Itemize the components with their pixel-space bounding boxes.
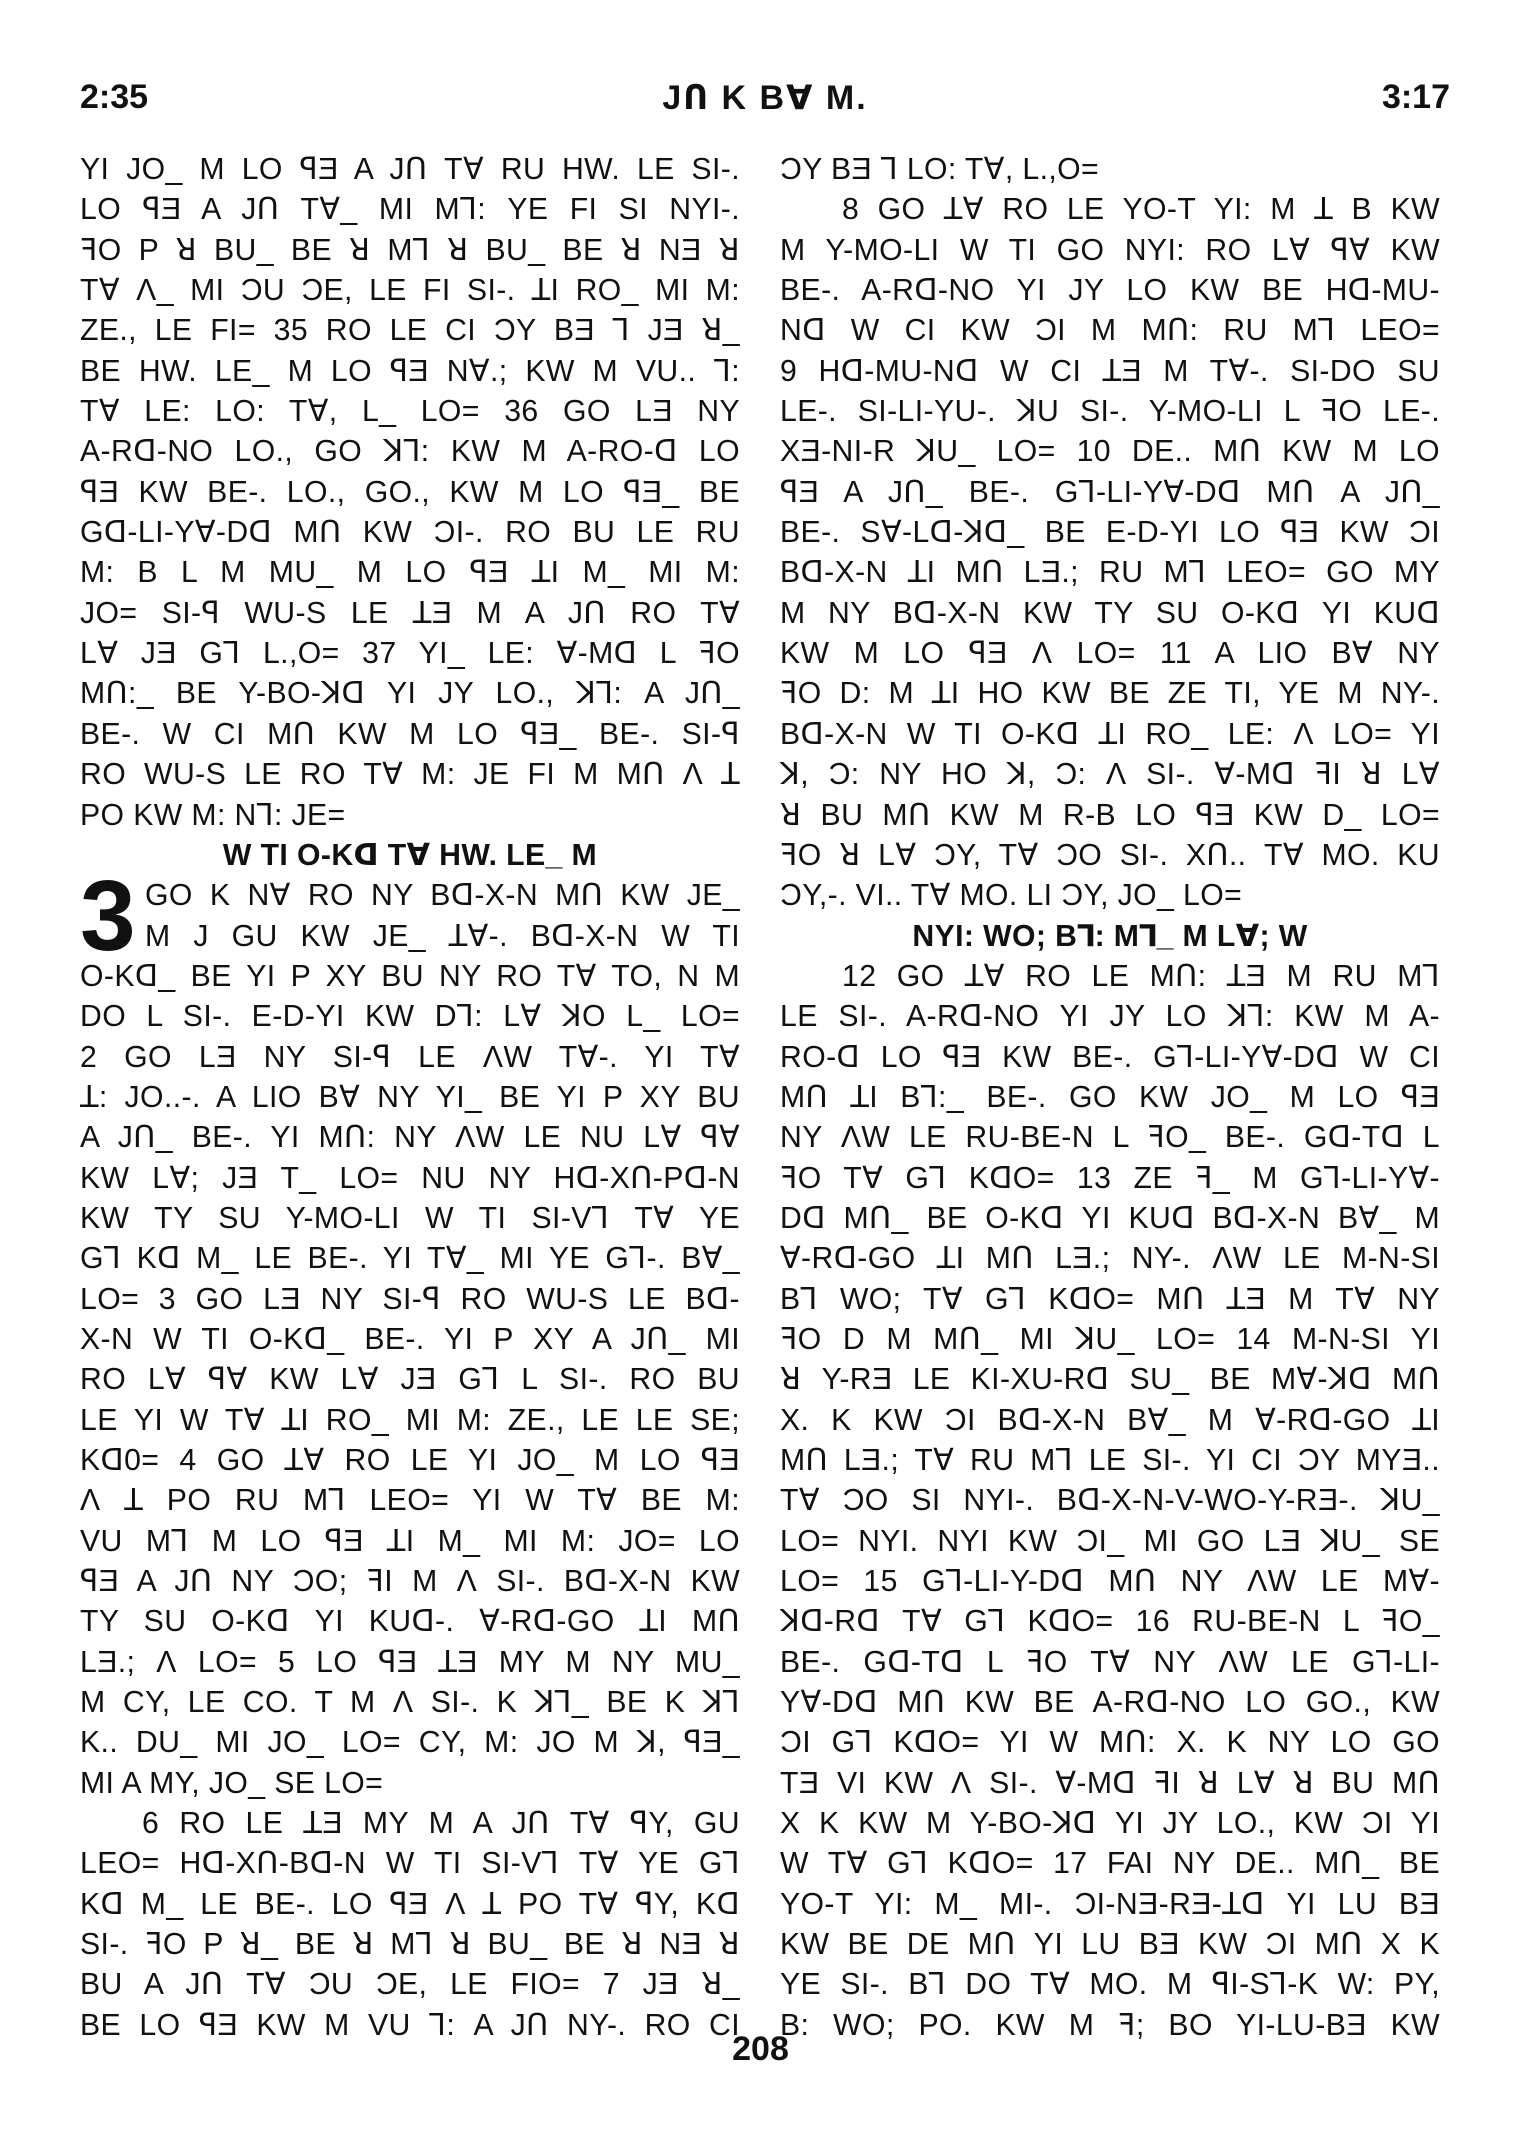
text-line: LE YI W TⱯ ꓕI RO_ MI M: ZE., LE LE SE;	[80, 1403, 740, 1437]
text-line: LO= 15 Gꓶ-LI-Y-Dꓷ MՈ NY ɅW LE MⱯ-	[780, 1565, 1440, 1599]
text-line: Dꓷ MՈ_ BE O-Kꓷ YI KUꓷ Bꓷ-X-N BⱯ_ M	[780, 1201, 1440, 1235]
text-line: YⱯ-Dꓷ MՈ KW BE A-Rꓷ-NO LO GO., KW	[780, 1686, 1440, 1720]
text-line: DO L SI-. E-D-YI KW Dꓶ: LⱯ ꓘO L_ LO=	[80, 1000, 740, 1034]
text-line: PO KW M: Nꓶ: JE=	[80, 798, 346, 832]
text-line: ꓤ BU MՈ KW M R-B LO ꟼƎ KW D_ LO=	[780, 798, 1440, 832]
text-line: LO ꟼƎ A JՈ TⱯ_ MI Mꓶ: YE FI SI NYI-.	[80, 193, 740, 227]
text-line: YI JO_ M LO ꟼƎ A JՈ TⱯ RU HW. LE SI-.	[80, 153, 740, 186]
text-line: Bꓷ-X-N ꓕI MՈ LƎ.; RU Mꓶ LEO= GO MY	[780, 556, 1440, 590]
chapter-first-lines	[80, 860, 740, 973]
right-column	[780, 150, 1440, 2046]
text-line: M Y-MO-LI W TI GO NYI: RO LⱯ ꟼⱯ KW	[780, 233, 1440, 267]
text-line: KW TY SU Y-MO-LI W TI SI-Vꓶ TⱯ YE	[80, 1201, 740, 1235]
text-line: M: B L M MU_ M LO ꟼƎ ꓕI M_ MI M:	[80, 556, 740, 590]
text-line: TⱯ ƆO SI NYI-. Bꓷ-X-N-V-WO-Y-RƎ-. ꓘU_	[780, 1484, 1440, 1518]
text-line: ꟼƎ KW BE-. LO., GO., KW M LO ꟼƎ_ BE	[80, 475, 740, 509]
text-line: BU A JՈ TⱯ ƆU ƆE, LE FIO= 7 JƎ ꓤ_	[80, 1968, 740, 2002]
text-line: Bꓷ-X-N W TI O-Kꓷ ꓕI RO_ LE: Ʌ LO= YI	[780, 717, 1440, 751]
text-line: W TⱯ Gꓶ KꓷO= 17 FAI NY DE.. MՈ_ BE	[780, 1847, 1440, 1881]
text-line: RO WU-S LE RO TⱯ M: JE FI M MՈ Ʌ ꓕ	[80, 758, 740, 792]
text-line: KW BE DE MՈ YI LU BƎ KW ƆI MՈ X K	[780, 1928, 1440, 1962]
text-line: ꓤ Y-RƎ LE KI-XU-Rꓷ SU_ BE MⱯ-ꓘꓷ MՈ	[780, 1363, 1440, 1397]
text-line: X K KW M Y-BO-ꓘꓷ YI JY LO., KW ƆI YI	[780, 1807, 1440, 1841]
text-line: 9 Hꓷ-MU-Nꓷ W CI ꓕƎ M TⱯ-. SI-DO SU	[780, 354, 1440, 388]
text-line: X. K KW ƆI Bꓷ-X-N BⱯ_ M Ɐ-Rꓷ-GO ꓕI	[780, 1403, 1440, 1437]
text-line: ƆI Gꓶ KꓷO= YI W MՈ: X. K NY LO GO	[780, 1726, 1440, 1760]
text-line: LEO= Hꓷ-XՈ-Bꓷ-N W TI SI-Vꓶ TⱯ YE Gꓶ	[80, 1847, 740, 1881]
text-line: TƎ VI KW Ʌ SI-. Ɐ-Mꓷ ꟻI ꓤ LⱯ ꓤ BU MՈ	[780, 1766, 1440, 1800]
left-text-block	[80, 150, 740, 836]
text-line: 12 GO ꓕⱯ RO LE MՈ: ꓕƎ M RU Mꓶ	[842, 959, 1440, 993]
text-line: ꟻO D M MՈ_ MI ꓘU_ LO= 14 M-N-SI YI	[780, 1322, 1440, 1356]
text-line: SI-. ꟻO P ꓤ_ BE ꓤ Mꓶ ꓤ BU_ BE ꓤ NƎ ꓤ	[80, 1928, 740, 1962]
text-line: B: WO; PO. KW M ꟻ; BO YI-LU-BƎ KW	[780, 2008, 1440, 2042]
text-line: M NY Bꓷ-X-N KW TY SU O-Kꓷ YI KUꓷ	[780, 596, 1440, 630]
text-line: Ʌ ꓕ PO RU Mꓶ LEO= YI W TⱯ BE M:	[80, 1484, 740, 1518]
text-line: BE-. A-Rꓷ-NO YI JY LO KW BE Hꓷ-MU-	[780, 274, 1440, 308]
text-line: JO= SI-ꟼ WU-S LE ꓕƎ M A JՈ RO TⱯ	[80, 596, 740, 630]
text-line: XƎ-NI-R ꓘU_ LO= 10 DE.. MՈ KW M LO	[780, 435, 1440, 469]
text-line: Kꓷ0= 4 GO ꓕⱯ RO LE YI JO_ M LO ꟼƎ	[80, 1444, 740, 1477]
text-line: Gꓷ-LI-YⱯ-Dꓷ MՈ KW ƆI-. RO BU LE RU	[80, 516, 740, 550]
text-line: TY SU O-Kꓷ YI KUꓷ-. Ɐ-Rꓷ-GO ꓕI MՈ	[80, 1605, 740, 1639]
text-line: A-Rꓷ-NO LO., GO ꓘꓶ: KW M A-RO-ꓷ LO	[80, 435, 740, 469]
left-text-block	[80, 957, 740, 1804]
text-line: ꓘꓷ-Rꓷ TⱯ Gꓶ KꓷO= 16 RU-BE-N L ꟻO_	[780, 1605, 1440, 1639]
text-line: KW LⱯ; JƎ T_ LO= NU NY Hꓷ-XՈ-Pꓷ-N	[80, 1161, 740, 1195]
text-line: BE LO ꟼƎ KW M VU ꓶ: A JՈ NY-. RO CI	[80, 2008, 740, 2042]
header-book-title: JՈ K BⱯ M.	[662, 79, 868, 117]
text-line: ꟻO ꓤ LⱯ ƆY, TⱯ ƆO SI-. XՈ.. TⱯ MO. KU	[780, 838, 1440, 872]
text-line: MI A MY, JO_ SE LO=	[80, 1766, 384, 1800]
text-line: O-Kꓷ_ BE YI P XY BU NY RO TⱯ TO, N M	[80, 959, 740, 993]
header-chapter-verse-start: 2:35	[80, 78, 149, 116]
section-heading: W TI O-Kꓷ TⱯ HW. LE_ M	[222, 838, 598, 872]
text-line: LⱯ JƎ Gꓶ L.,O= 37 YI_ LE: Ɐ-Mꓷ L ꟻO	[80, 637, 740, 671]
text-line: ƆY BƎ ꓶ LO: TⱯ, L.,O=	[780, 153, 1100, 186]
text-line: RO-ꓷ LO ꟼƎ KW BE-. Gꓶ-LI-YⱯ-Dꓷ W CI	[780, 1040, 1440, 1074]
text-line: K.. DU_ MI JO_ LO= CY, M: JO M ꓘ, ꟼƎ_	[80, 1726, 740, 1760]
text-line: TⱯ LE: LO: TⱯ, L_ LO= 36 GO LƎ NY	[80, 395, 740, 429]
right-text-block	[780, 190, 1440, 916]
text-line: ꟻO D: M ꓕI HO KW BE ZE TI, YE M NY-.	[780, 677, 1440, 711]
text-line: KW M LO ꟼƎ Ʌ LO= 11 A LIO BⱯ NY	[780, 637, 1440, 671]
text-line: ꓕ: JO..-. A LIO BⱯ NY YI_ BE YI P XY BU	[80, 1080, 740, 1114]
text-line: ƆY,-. VI.. TⱯ MO. LI ƆY, JO_ LO=	[780, 879, 1243, 913]
right-text-block	[780, 957, 1440, 2046]
text-line: YO-T YI: M_ MI-. ƆI-NƎ-RƎ-ꓕꓷ YI LU BƎ	[780, 1887, 1440, 1921]
text-line: Ɐ-Rꓷ-GO ꓕI MՈ LƎ.; NY-. ɅW LE M-N-SI	[780, 1242, 1440, 1276]
text-line: ꟻO TⱯ Gꓶ KꓷO= 13 ZE ꟻ_ M Gꓶ-LI-YⱯ-	[780, 1161, 1440, 1195]
chapter-number-dropcap: 3	[80, 860, 137, 973]
text-line: 2 GO LƎ NY SI-ꟼ LE ɅW TⱯ-. YI TⱯ	[80, 1040, 740, 1074]
text-line: 6 RO LE ꓕƎ MY M A JՈ TⱯ ꟼY, GU	[142, 1807, 740, 1841]
text-line: LO= NYI. NYI KW ƆI_ MI GO LƎ ꓘU_ SE	[780, 1524, 1440, 1558]
section-heading: NYI: WO; Bꓶ: Mꓶ_ M LⱯ; W	[912, 919, 1308, 953]
text-line: ꟼƎ A JՈ NY ƆO; ꟻI M Ʌ SI-. Bꓷ-X-N KW	[80, 1565, 740, 1599]
text-line: MՈ LƎ.; TⱯ RU Mꓶ LE SI-. YI CI ƆY MYƎ..	[780, 1444, 1440, 1477]
text-line: LE SI-. A-Rꓷ-NO YI JY LO ꓘꓶ: KW M A-	[780, 1000, 1440, 1034]
right-text-block	[780, 150, 1440, 190]
text-line: BE-. Gꓷ-Tꓷ L ꟻO TⱯ NY ɅW LE Gꓶ-LI-	[780, 1645, 1440, 1679]
text-line: X-N W TI O-Kꓷ_ BE-. YI P XY A JՈ_ MI	[80, 1322, 740, 1356]
page-header	[80, 78, 1450, 128]
text-line: Bꓶ WO; TⱯ Gꓶ KꓷO= MՈ ꓕƎ M TⱯ NY	[780, 1282, 1440, 1316]
text-line: VU Mꓶ M LO ꟼƎ ꓕI M_ MI M: JO= LO	[80, 1524, 740, 1558]
text-line: RO LⱯ ꟼⱯ KW LⱯ JƎ Gꓶ L SI-. RO BU	[80, 1363, 740, 1397]
text-line: NY ɅW LE RU-BE-N L ꟻO_ BE-. Gꓷ-Tꓷ L	[780, 1121, 1440, 1155]
text-line: YE SI-. Bꓶ DO TⱯ MO. M ꟼI-Sꓶ-K W: PY,	[780, 1968, 1440, 2002]
text-line: Gꓶ Kꓷ M_ LE BE-. YI TⱯ_ MI YE Gꓶ-. BⱯ_	[80, 1242, 740, 1276]
left-column	[80, 150, 740, 2046]
text-line: BE-. W CI MՈ KW M LO ꟼƎ_ BE-. SI-ꟼ	[80, 717, 740, 751]
text-line: MՈ ꓕI Bꓶ:_ BE-. GO KW JO_ M LO ꟼƎ	[780, 1080, 1440, 1114]
text-line: ZE., LE FI= 35 RO LE CI ƆY BƎ ꓶ JƎ ꓤ_	[80, 314, 740, 348]
text-line: M CY, LE CO. T M Ʌ SI-. K ꓘꓶ_ BE K ꓘꓶ	[80, 1686, 740, 1720]
text-line: Kꓷ M_ LE BE-. LO ꟼƎ Ʌ ꓕ PO TⱯ ꟼY, Kꓷ	[80, 1887, 740, 1921]
text-line: GO K NⱯ RO NY Bꓷ-X-N MՈ KW JE_	[145, 879, 740, 913]
text-line: M J GU KW JE_ ꓕⱯ-. Bꓷ-X-N W TI	[145, 919, 740, 953]
text-line: ꟼƎ A JՈ_ BE-. Gꓶ-LI-YⱯ-Dꓷ MՈ A JՈ_	[780, 475, 1440, 509]
text-line: BE HW. LE_ M LO ꟼƎ NⱯ.; KW M VU.. ꓶ:	[80, 354, 740, 388]
text-line: A JՈ_ BE-. YI MՈ: NY ɅW LE NU LⱯ ꟼⱯ	[80, 1121, 740, 1155]
text-line: LƎ.; Ʌ LO= 5 LO ꟼƎ ꓕƎ MY M NY MU_	[80, 1645, 740, 1679]
text-line: 8 GO ꓕⱯ RO LE YO-T YI: M ꓕ B KW	[842, 193, 1440, 227]
text-line: Nꓷ W CI KW ƆI M MՈ: RU Mꓶ LEO=	[780, 314, 1440, 348]
text-line: ꓘ, Ɔ: NY HO ꓘ, Ɔ: Ʌ SI-. Ɐ-Mꓷ ꟻI ꓤ LⱯ	[780, 758, 1440, 792]
header-chapter-verse-end: 3:17	[1381, 78, 1450, 116]
page-number: 208	[732, 2030, 789, 2068]
text-line: ꟻO P ꓤ BU_ BE ꓤ Mꓶ ꓤ BU_ BE ꓤ NƎ ꓤ	[80, 233, 740, 267]
text-line: LE-. SI-LI-YU-. ꓘU SI-. Y-MO-LI L ꟻO LE-.	[780, 395, 1440, 429]
text-line: TⱯ Ʌ_ MI ƆU ƆE, LE FI SI-. ꓕI RO_ MI M:	[80, 274, 740, 308]
text-line: BE-. SⱯ-Lꓷ-ꓘꓷ_ BE E-D-YI LO ꟼƎ KW ƆI	[780, 516, 1440, 550]
chapter-start	[80, 860, 740, 973]
text-line: LO= 3 GO LƎ NY SI-ꟼ RO WU-S LE Bꓷ-	[80, 1282, 740, 1316]
text-line: MՈ:_ BE Y-BO-ꓘꓷ YI JY LO., ꓘꓶ: A JՈ_	[80, 677, 740, 711]
left-text-block	[80, 1804, 740, 2046]
